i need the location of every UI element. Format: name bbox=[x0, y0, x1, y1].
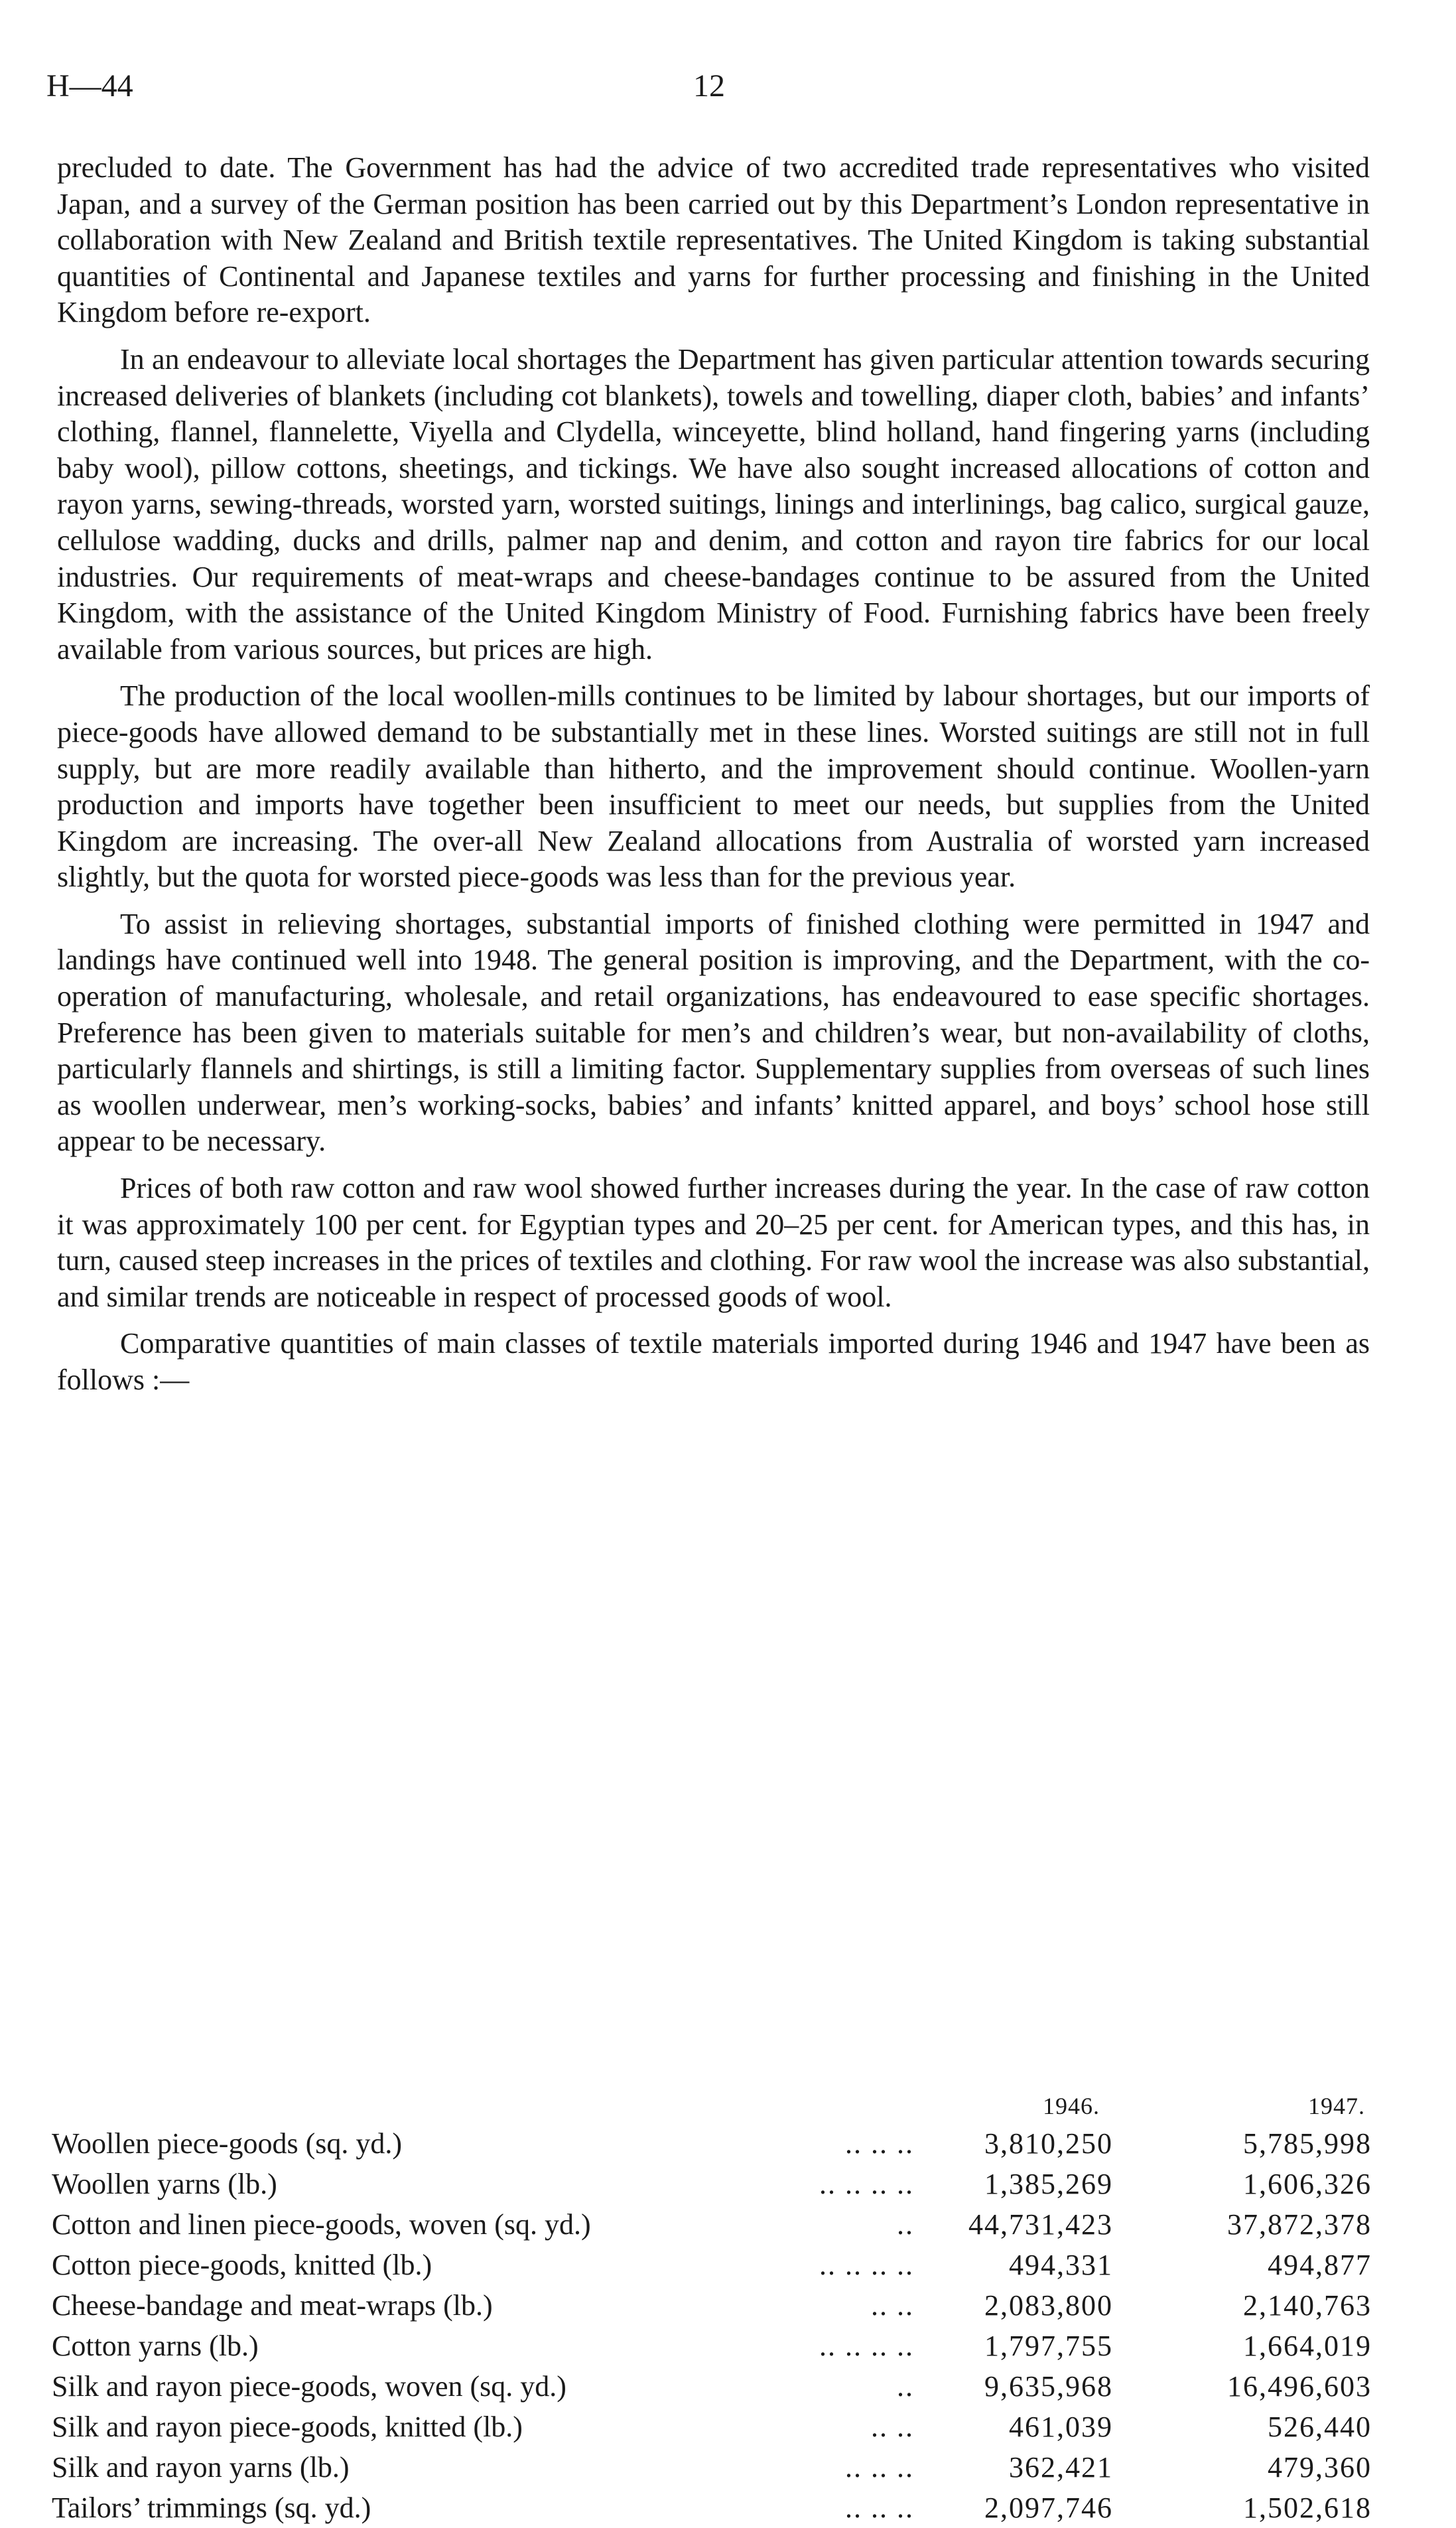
page-header bbox=[46, 66, 1393, 106]
table-row bbox=[52, 2407, 1370, 2447]
table-row bbox=[52, 2245, 1370, 2285]
value-1947: 37,872,378 bbox=[1227, 2208, 1372, 2241]
textile-imports-table bbox=[52, 2087, 1370, 2528]
document-id: H—44 bbox=[46, 68, 133, 104]
dot-leaders: .. .. .. .. bbox=[819, 2168, 914, 2200]
dot-leaders: .. .. bbox=[871, 2289, 914, 2322]
dot-leaders: .. .. .. bbox=[845, 2127, 914, 2160]
dot-leaders: .. .. .. .. bbox=[819, 2330, 914, 2362]
dot-leaders: .. .. .. bbox=[845, 2492, 914, 2524]
table-row bbox=[52, 2366, 1370, 2407]
table-row bbox=[52, 2204, 1370, 2245]
value-1947: 1,606,326 bbox=[1243, 2168, 1372, 2200]
value-1946: 44,731,423 bbox=[968, 2208, 1113, 2241]
value-1946: 362,421 bbox=[1009, 2451, 1113, 2484]
value-1947: 479,360 bbox=[1268, 2451, 1372, 2484]
value-1947: 16,496,603 bbox=[1227, 2370, 1372, 2403]
paragraph: The production of the local woollen-mills continues to be limited by labour shortages, but our imports of piece-goods have allowed demand to be substantially met in these lines. Worsted suitings are still not in full supply, but are more readily available than hitherto, and the improvement should continue. Woollen-yarn production and imports have together been insufficient to meet our needs, but supplies from the United Kingdom are increasing. The over-all New Zealand allocations from Australia of worsted yarn increased slightly, but the quota for worsted piece-goods was less than for the previous year. bbox=[57, 679, 1370, 894]
value-1946: 9,635,968 bbox=[984, 2370, 1113, 2403]
table-row bbox=[52, 2164, 1370, 2204]
table-row bbox=[52, 2326, 1370, 2366]
dot-leaders: .. bbox=[897, 2208, 914, 2241]
row-label: Cotton piece-goods, knitted (lb.) bbox=[52, 2249, 432, 2281]
column-header-1946: 1946. bbox=[1043, 2093, 1100, 2119]
value-1947: 494,877 bbox=[1268, 2249, 1372, 2281]
value-1947: 1,664,019 bbox=[1243, 2330, 1372, 2362]
paragraph: In an endeavour to alleviate local shortages the Department has given particular attention towards securing increased deliveries of blankets (including cot blankets), towels and towelling, diaper cloth, babies’ and infants’ clothing, flannel, flannelette, Viyella and Clydella, winceyette, blind holland, hand fingering yarns (including baby wool), pillow cottons, sheetings, and tickings. We have also sought increased allocations of cotton and rayon yarns, sewing-threads, worsted yarn, worsted suitings, linings and interlinings, bag calico, surgical gauze, cellulose wadding, ducks and drills, palmer nap and denim, and cotton and rayon tire fabrics for our local industries. Our requirements of meat-wraps and cheese-bandages continue to be assured from the United Kingdom, with the assistance of the United Kingdom Ministry of Food. Furnishing fabrics have been freely available from various sources, but prices are high. bbox=[57, 342, 1370, 666]
row-label: Woollen yarns (lb.) bbox=[52, 2168, 277, 2200]
value-1946: 3,810,250 bbox=[984, 2127, 1113, 2160]
value-1946: 1,385,269 bbox=[984, 2168, 1113, 2200]
paragraph: precluded to date. The Government has had the advice of two accredited trade representatives who visited Japan, and a survey of the German position has been carried out by this Department’s London representative in collaboration with New Zealand and British textile representatives. The United Kingdom is taking substantial quantities of Continental and Japanese textiles and yarns for further processing and finishing in the United Kingdom before re-export. bbox=[57, 151, 1370, 329]
dot-leaders: .. .. bbox=[871, 2411, 914, 2443]
row-label: Cheese-bandage and meat-wraps (lb.) bbox=[52, 2289, 493, 2322]
value-1946: 1,797,755 bbox=[984, 2330, 1113, 2362]
column-header-1947: 1947. bbox=[1308, 2093, 1365, 2119]
dot-leaders: .. .. .. .. bbox=[819, 2249, 914, 2281]
row-label: Cotton yarns (lb.) bbox=[52, 2330, 259, 2362]
row-label: Woollen piece-goods (sq. yd.) bbox=[52, 2127, 402, 2160]
value-1946: 494,331 bbox=[1009, 2249, 1113, 2281]
value-1946: 2,083,800 bbox=[984, 2289, 1113, 2322]
table-header-row bbox=[52, 2087, 1370, 2123]
row-label: Silk and rayon piece-goods, knitted (lb.) bbox=[52, 2411, 523, 2443]
paragraph: Comparative quantities of main classes of textile materials imported during 1946 and 1947 have been as follows :— bbox=[57, 1327, 1370, 1396]
row-label: Silk and rayon yarns (lb.) bbox=[52, 2451, 350, 2484]
dot-leaders: .. bbox=[897, 2370, 914, 2403]
table-row bbox=[52, 2285, 1370, 2326]
table-row bbox=[52, 2123, 1370, 2164]
value-1947: 5,785,998 bbox=[1243, 2127, 1372, 2160]
value-1947: 1,502,618 bbox=[1243, 2492, 1372, 2524]
table-row bbox=[52, 2447, 1370, 2488]
paragraph: To assist in relieving shortages, substantial imports of finished clothing were permitted in 1947 and landings have continued well into 1948. The general position is improving, and the Department, with the co-operation of manufacturing, wholesale, and retail organizations, has endeavoured to ease specific shortages. Preference has been given to materials suitable for men’s and children’s wear, but non-availability of cloths, particularly flannels and shirtings, is still a limiting factor. Supplementary supplies from overseas of such lines as woollen underwear, men’s working-socks, babies’ and infants’ knitted apparel, and boys’ school hose still appear to be necessary. bbox=[57, 907, 1370, 1158]
value-1946: 461,039 bbox=[1009, 2411, 1113, 2443]
body-text bbox=[57, 150, 1370, 1399]
paragraph: Prices of both raw cotton and raw wool showed further increases during the year. In the case of raw cotton it was approximately 100 per cent. for Egyptian types and 20–25 per cent. for American types, and this has, in turn, caused steep increases in the prices of textiles and clothing. For raw wool the increase was also substantial, and similar trends are noticeable in respect of processed goods of wool. bbox=[57, 1172, 1370, 1313]
table-row bbox=[52, 2488, 1370, 2528]
row-label: Tailors’ trimmings (sq. yd.) bbox=[52, 2492, 371, 2524]
page-number: 12 bbox=[693, 68, 725, 104]
row-label: Cotton and linen piece-goods, woven (sq. yd.) bbox=[52, 2208, 591, 2241]
value-1947: 526,440 bbox=[1268, 2411, 1372, 2443]
row-label: Silk and rayon piece-goods, woven (sq. yd.) bbox=[52, 2370, 566, 2403]
value-1947: 2,140,763 bbox=[1243, 2289, 1372, 2322]
dot-leaders: .. .. .. bbox=[845, 2451, 914, 2484]
value-1946: 2,097,746 bbox=[984, 2492, 1113, 2524]
